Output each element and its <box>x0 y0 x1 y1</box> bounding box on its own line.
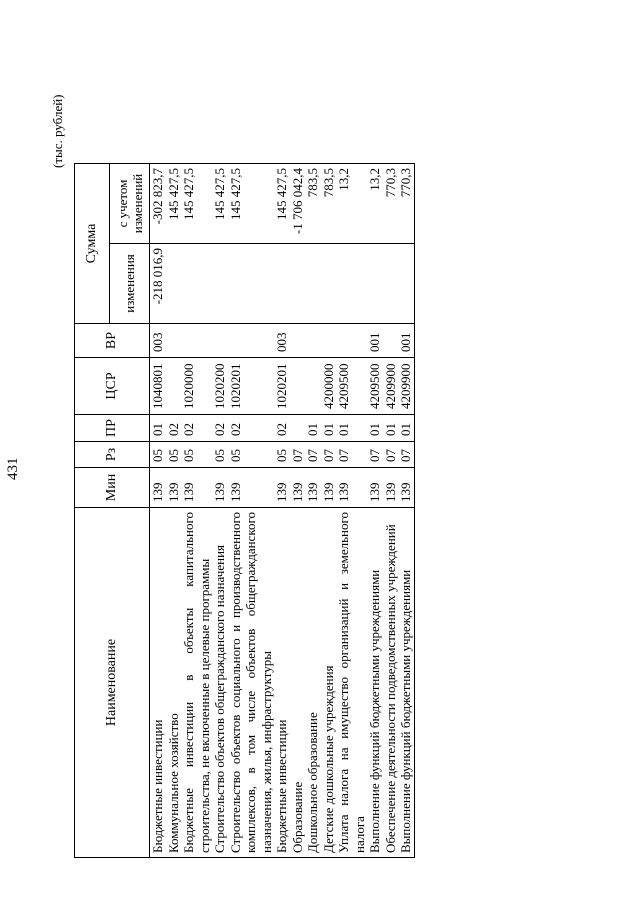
row-name: Дошкольное образование <box>305 508 321 858</box>
table-body <box>150 164 415 858</box>
row-change <box>383 244 399 324</box>
row-min: 139 <box>166 468 182 508</box>
table-row <box>181 164 212 858</box>
row-change: -218 016,9 <box>150 244 166 324</box>
table-row <box>274 164 290 858</box>
row-rz: 05 <box>181 442 212 468</box>
row-total: 770,3 <box>398 164 414 244</box>
header-with-change: с учетом изменений <box>110 164 150 244</box>
row-pr: 01 <box>336 415 367 442</box>
row-rz: 07 <box>290 442 306 468</box>
header-change: изменения <box>110 244 150 324</box>
row-name: Выполнение функций бюджетными учреждениями <box>367 508 383 858</box>
row-change <box>274 244 290 324</box>
row-name: Уплата налога на имущество организаций и земельного налога <box>336 508 367 858</box>
row-total: 783,5 <box>305 164 321 244</box>
row-rz: 05 <box>166 442 182 468</box>
row-pr: 02 <box>166 415 182 442</box>
row-vr: 001 <box>367 324 383 358</box>
budget-table <box>74 163 415 858</box>
row-change <box>290 244 306 324</box>
row-vr <box>228 324 275 358</box>
row-total: 13,2 <box>336 164 367 244</box>
row-pr: 02 <box>181 415 212 442</box>
row-pr: 01 <box>367 415 383 442</box>
row-vr <box>181 324 212 358</box>
row-name: Строительство объектов социального и производственного комплексов, в том числе объектов общегражданского назначения, жилья, инфраструктуры <box>228 508 275 858</box>
row-csr: 4209900 <box>398 358 414 415</box>
header-name: Наименование <box>75 508 150 858</box>
row-total: 145 427,5 <box>181 164 212 244</box>
row-pr: 02 <box>212 415 228 442</box>
row-csr: 1020201 <box>228 358 275 415</box>
row-change <box>398 244 414 324</box>
row-rz: 07 <box>367 442 383 468</box>
table-row <box>321 164 337 858</box>
row-pr: 01 <box>383 415 399 442</box>
row-min: 139 <box>212 468 228 508</box>
row-rz: 05 <box>212 442 228 468</box>
header-rz: Рз <box>75 442 150 468</box>
header-sum: Сумма <box>75 164 110 324</box>
row-name: Бюджетные инвестиции в объекты капитального строительства, не включенные в целевые программы <box>181 508 212 858</box>
table-row <box>305 164 321 858</box>
row-pr: 01 <box>150 415 166 442</box>
row-csr: 1020201 <box>274 358 290 415</box>
row-total: 13,2 <box>367 164 383 244</box>
row-total: 145 427,5 <box>166 164 182 244</box>
table-row <box>166 164 182 858</box>
row-pr <box>290 415 306 442</box>
row-rz: 07 <box>305 442 321 468</box>
table-row <box>336 164 367 858</box>
row-total: 145 427,5 <box>212 164 228 244</box>
row-vr: 003 <box>274 324 290 358</box>
header-min: Мин <box>75 468 150 508</box>
row-pr: 02 <box>228 415 275 442</box>
table-row <box>383 164 399 858</box>
row-change <box>212 244 228 324</box>
table-row <box>228 164 275 858</box>
row-vr <box>321 324 337 358</box>
row-csr <box>305 358 321 415</box>
row-min: 139 <box>336 468 367 508</box>
row-name: Выполнение функций бюджетными учреждениями <box>398 508 414 858</box>
row-total: -1 706 042,4 <box>290 164 306 244</box>
row-name: Бюджетные инвестиции <box>150 508 166 858</box>
row-name: Коммунальное хозяйство <box>166 508 182 858</box>
row-csr <box>166 358 182 415</box>
row-rz: 05 <box>228 442 275 468</box>
row-total: 770,3 <box>383 164 399 244</box>
row-csr: 1020000 <box>181 358 212 415</box>
row-change <box>336 244 367 324</box>
row-vr <box>305 324 321 358</box>
row-rz: 05 <box>274 442 290 468</box>
row-vr <box>336 324 367 358</box>
row-csr: 1040801 <box>150 358 166 415</box>
table-row <box>212 164 228 858</box>
row-change <box>228 244 275 324</box>
row-csr: 4209900 <box>383 358 399 415</box>
row-min: 139 <box>150 468 166 508</box>
row-pr: 01 <box>398 415 414 442</box>
row-min: 139 <box>367 468 383 508</box>
row-min: 139 <box>398 468 414 508</box>
units-label: (тыс. рублей) <box>50 94 65 168</box>
row-total: 145 427,5 <box>274 164 290 244</box>
row-change <box>321 244 337 324</box>
row-min: 139 <box>383 468 399 508</box>
row-csr: 4200000 <box>321 358 337 415</box>
row-min: 139 <box>305 468 321 508</box>
row-csr: 4209500 <box>336 358 367 415</box>
row-min: 139 <box>274 468 290 508</box>
row-vr <box>166 324 182 358</box>
table-row <box>290 164 306 858</box>
row-min: 139 <box>181 468 212 508</box>
row-vr: 003 <box>150 324 166 358</box>
row-csr: 1020200 <box>212 358 228 415</box>
row-csr: 4209500 <box>367 358 383 415</box>
row-min: 139 <box>321 468 337 508</box>
header-pr: ПР <box>75 415 150 442</box>
row-name: Обеспечение деятельности подведомственных учреждений <box>383 508 399 858</box>
header-csr: ЦСР <box>75 358 150 415</box>
row-pr: 02 <box>274 415 290 442</box>
row-vr <box>290 324 306 358</box>
header-vr: ВР <box>75 324 150 358</box>
row-rz: 07 <box>336 442 367 468</box>
row-vr: 001 <box>398 324 414 358</box>
page-number: 431 <box>5 457 21 480</box>
row-rz: 07 <box>398 442 414 468</box>
row-rz: 05 <box>150 442 166 468</box>
row-min: 139 <box>228 468 275 508</box>
row-change <box>367 244 383 324</box>
row-total: 145 427,5 <box>228 164 275 244</box>
row-name: Бюджетные инвестиции <box>274 508 290 858</box>
row-total: -302 823,7 <box>150 164 166 244</box>
row-change <box>181 244 212 324</box>
row-rz: 07 <box>383 442 399 468</box>
row-vr <box>212 324 228 358</box>
table-row <box>367 164 383 858</box>
row-name: Образование <box>290 508 306 858</box>
row-rz: 07 <box>321 442 337 468</box>
row-total: 783,5 <box>321 164 337 244</box>
row-name: Строительство объектов общегражданского назначения <box>212 508 228 858</box>
row-min: 139 <box>290 468 306 508</box>
row-change <box>166 244 182 324</box>
table-row <box>398 164 414 858</box>
table-header <box>75 164 150 858</box>
row-pr: 01 <box>321 415 337 442</box>
table-row <box>150 164 166 858</box>
row-csr <box>290 358 306 415</box>
row-name: Детские дошкольные учреждения <box>321 508 337 858</box>
row-vr <box>383 324 399 358</box>
row-change <box>305 244 321 324</box>
row-pr: 01 <box>305 415 321 442</box>
